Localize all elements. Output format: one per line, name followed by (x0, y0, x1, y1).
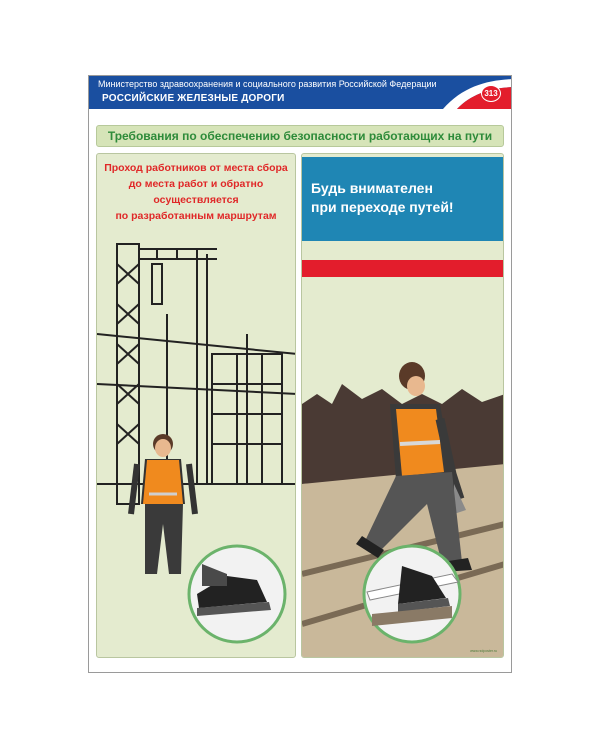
left-illustration (97, 154, 296, 658)
poster-title: Требования по обеспечению безопасности работающих на пути (96, 125, 504, 147)
route-caption (97, 160, 295, 224)
boot-closeup-inset (189, 546, 285, 642)
right-illustration (302, 154, 504, 658)
organization-text: РОССИЙСКИЕ ЖЕЛЕЗНЫЕ ДОРОГИ (102, 93, 285, 104)
caption-line: Проход работников от места сбора (104, 162, 288, 174)
safety-poster (88, 75, 512, 673)
caption-line: до места работ и обратно (128, 178, 264, 190)
ministry-text: Министерство здравоохранения и социального развития Российской Федерации (98, 79, 437, 89)
right-panel (301, 153, 504, 658)
left-panel (96, 153, 296, 658)
warning-line: при переходе путей! (311, 199, 454, 215)
warning-line: Будь внимателен (311, 180, 433, 196)
poster-number-badge: 313 (481, 85, 501, 102)
header-band (89, 76, 512, 109)
caption-line: осуществляется (153, 194, 239, 206)
catenary-tower-icon (97, 244, 296, 504)
boot-closeup-inset (364, 546, 460, 642)
flag-swoosh-icon (443, 76, 512, 109)
caption-line: по разработанным маршрутам (115, 210, 277, 222)
worker-walking-icon (131, 434, 195, 574)
website-text: www.rzdposter.ru (470, 649, 497, 653)
